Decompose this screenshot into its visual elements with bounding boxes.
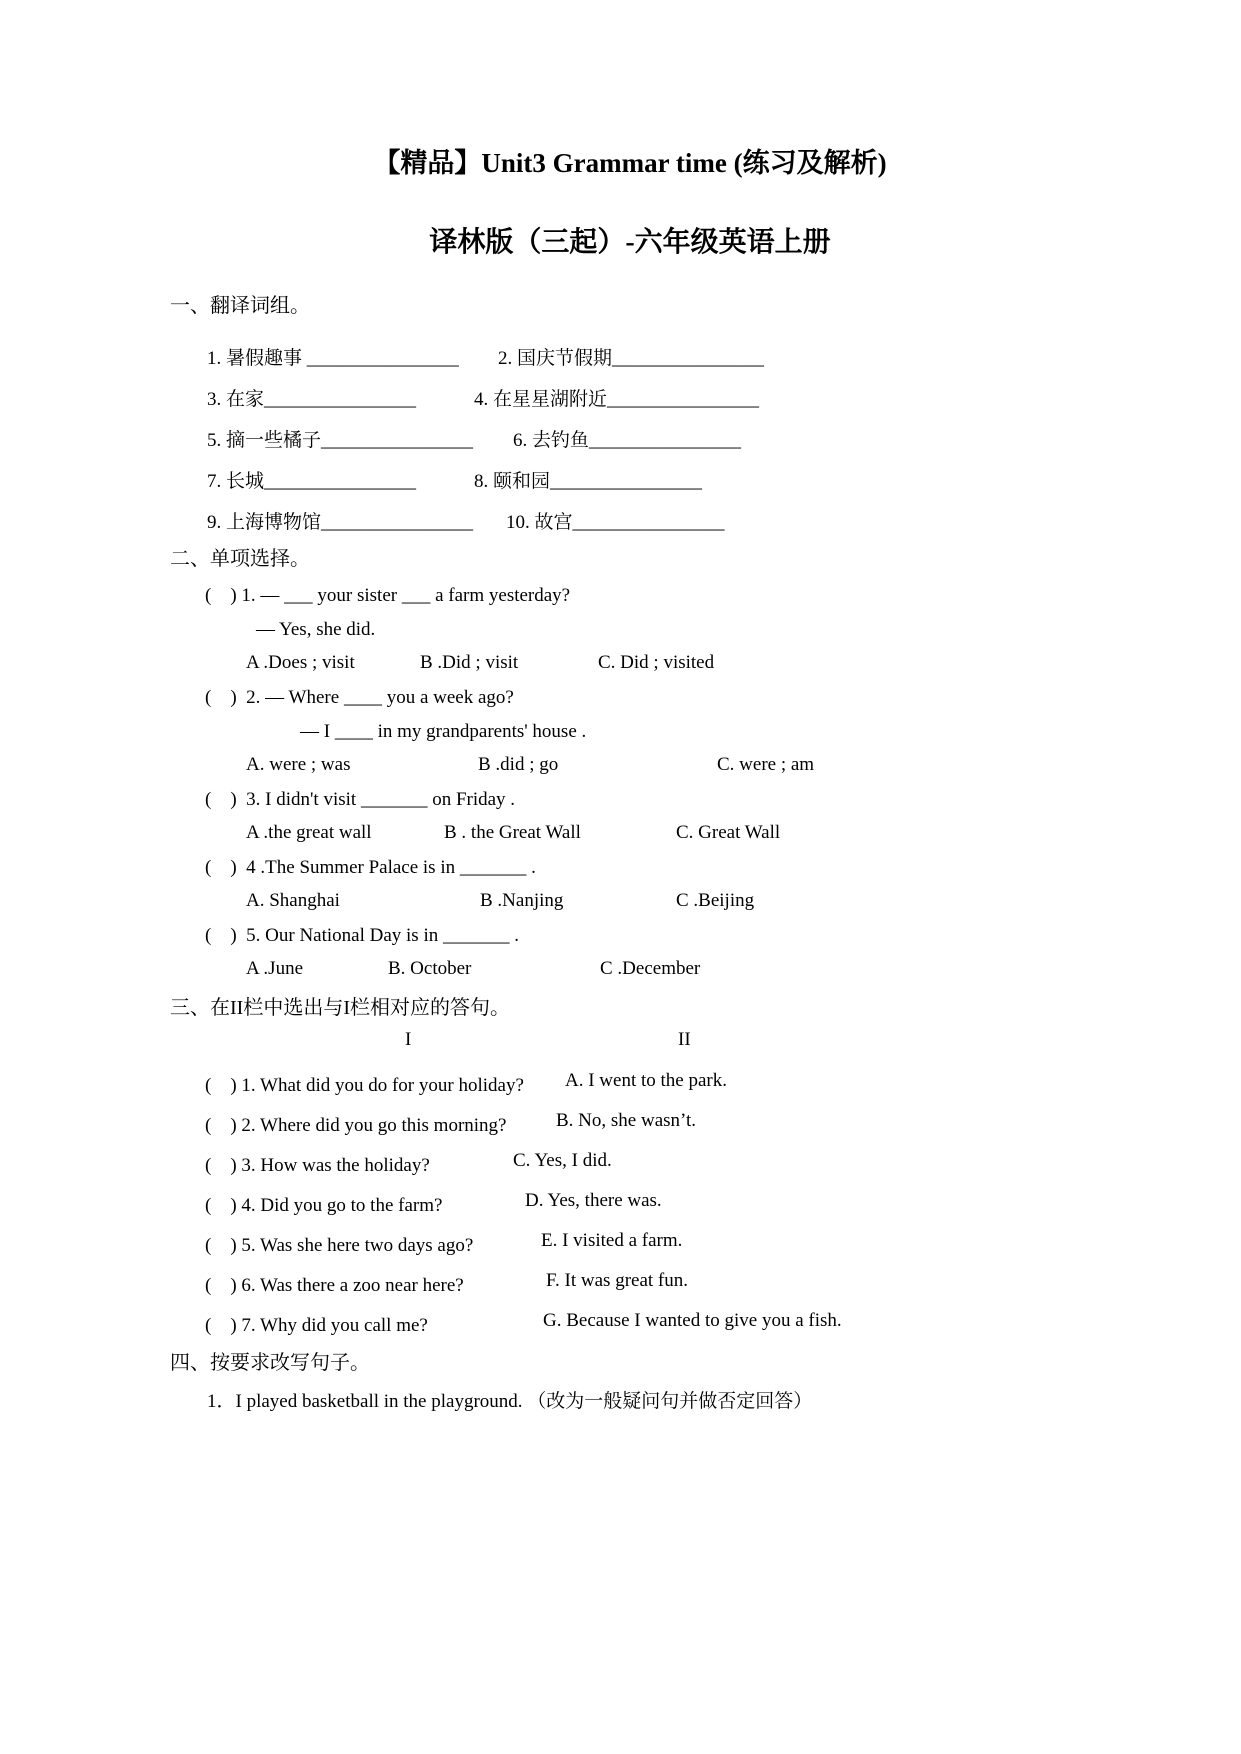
translate-item-5: 5. 摘一些橘子________________ [207, 430, 474, 451]
translate-row [170, 334, 1090, 375]
question-answer-line: — Yes, she did. [256, 619, 376, 640]
translate-item-4: 4. 在星星湖附近________________ [474, 389, 760, 410]
translate-item-3: 3. 在家________________ [207, 389, 417, 410]
option-row [170, 749, 1090, 783]
translate-item-9: 9. 上海博物馆________________ [207, 512, 474, 533]
mc-question-2 [170, 681, 1090, 783]
option-c: C .Beijing [676, 890, 755, 911]
matching-row [170, 1102, 1090, 1142]
matching-question: ( ) 1. What did you do for your holiday? [205, 1075, 524, 1096]
option-b: B .Did ; visit [420, 652, 519, 673]
matching-row [170, 1062, 1090, 1102]
option-c: C .December [600, 958, 701, 979]
option-row [170, 885, 1090, 919]
section1-heading: 一、翻译词组。 [170, 295, 310, 317]
translate-row [170, 498, 1090, 539]
translate-row [170, 457, 1090, 498]
question-text: ( ) 4 .The Summer Palace is in _______ . [205, 857, 536, 878]
option-row [170, 647, 1090, 681]
translate-row [170, 416, 1090, 457]
translate-item-7: 7. 长城________________ [207, 471, 417, 492]
translate-item-1: 1. 暑假趣事 ________________ [207, 348, 459, 369]
option-a: A. were ; was [246, 754, 351, 775]
translate-item-8: 8. 颐和园________________ [474, 471, 703, 492]
option-a: A .June [246, 958, 303, 979]
option-a: A .Does ; visit [246, 652, 355, 673]
translate-item-10: 10. 故宫________________ [506, 512, 725, 533]
option-row [170, 953, 1090, 987]
matching-row [170, 1262, 1090, 1302]
matching-answer: D. Yes, there was. [525, 1190, 662, 1211]
option-a: A .the great wall [246, 822, 372, 843]
matching-row [170, 1182, 1090, 1222]
mc-question-4 [170, 851, 1090, 919]
option-c: C. were ; am [717, 754, 815, 775]
question-text: ( ) 5. Our National Day is in _______ . [205, 925, 519, 946]
option-c: C. Great Wall [676, 822, 781, 843]
section3-heading: 三、在II栏中选出与I栏相对应的答句。 [170, 997, 510, 1019]
section4-heading: 四、按要求改写句子。 [170, 1352, 370, 1374]
matching-answer: A. I went to the park. [565, 1070, 727, 1091]
matching-row [170, 1222, 1090, 1262]
column-1-label: I [405, 1029, 412, 1050]
translate-row [170, 375, 1090, 416]
question-text: ( ) 2. — Where ____ you a week ago? [205, 687, 514, 708]
worksheet-title: 【精品】Unit3 Grammar time (练习及解析) [373, 148, 887, 178]
matching-question: ( ) 2. Where did you go this morning? [205, 1115, 507, 1136]
matching-answer: C. Yes, I did. [513, 1150, 612, 1171]
mc-question-3 [170, 783, 1090, 851]
matching-question: ( ) 7. Why did you call me? [205, 1315, 428, 1336]
option-a: A. Shanghai [246, 890, 340, 911]
option-b: B. October [388, 958, 472, 979]
option-b: B .did ; go [478, 754, 559, 775]
question-text: ( ) 1. — ___ your sister ___ a farm yesterday? [205, 585, 571, 606]
section1-rows [170, 334, 1090, 539]
rewrite-item-1: 1．I played basketball in the playground. （改为一般疑问句并做否定回答） [207, 1391, 813, 1412]
column-2-label: II [678, 1029, 691, 1050]
matching-question: ( ) 5. Was she here two days ago? [205, 1235, 474, 1256]
worksheet-subtitle: 译林版（三起）-六年级英语上册 [429, 227, 831, 258]
option-row [170, 817, 1090, 851]
option-b: B .Nanjing [480, 890, 564, 911]
matching-answer: F. It was great fun. [546, 1270, 688, 1291]
matching-row [170, 1142, 1090, 1182]
matching-question: ( ) 6. Was there a zoo near here? [205, 1275, 464, 1296]
mc-question-1 [170, 579, 1090, 681]
matching-answer: E. I visited a farm. [541, 1230, 683, 1251]
translate-item-6: 6. 去钓鱼________________ [513, 430, 742, 451]
worksheet-content [170, 146, 1090, 1419]
option-b: B . the Great Wall [444, 822, 581, 843]
question-text: ( ) 3. I didn't visit _______ on Friday . [205, 789, 516, 810]
matching-row [170, 1302, 1090, 1342]
section2-heading: 二、单项选择。 [170, 548, 310, 570]
question-answer-line: — I ____ in my grandparents' house . [300, 721, 587, 742]
matching-column-headers [170, 1022, 1090, 1062]
matching-rows [170, 1062, 1090, 1342]
option-c: C. Did ; visited [598, 652, 715, 673]
section2-questions [170, 579, 1090, 987]
matching-question: ( ) 3. How was the holiday? [205, 1155, 430, 1176]
matching-answer: G. Because I wanted to give you a fish. [543, 1310, 842, 1331]
mc-question-5 [170, 919, 1090, 987]
matching-answer: B. No, she wasn’t. [556, 1110, 697, 1131]
matching-question: ( ) 4. Did you go to the farm? [205, 1195, 443, 1216]
translate-item-2: 2. 国庆节假期________________ [498, 348, 765, 369]
